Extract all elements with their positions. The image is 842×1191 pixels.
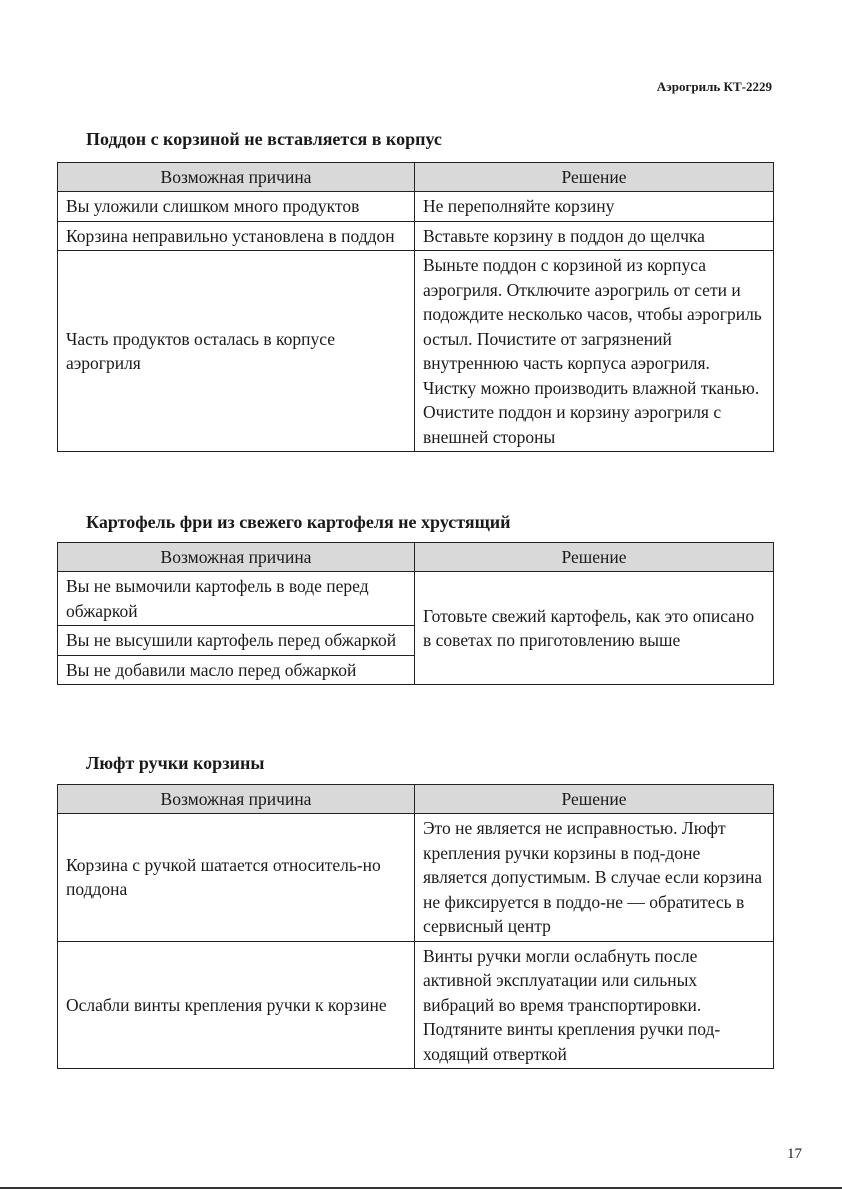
table-row — [58, 192, 774, 222]
column-header-cause: Возможная причина — [58, 785, 415, 814]
solution-cell: Не переполняйте корзину — [415, 192, 774, 222]
column-header-solution: Решение — [415, 785, 774, 814]
page-bottom-divider — [0, 1187, 842, 1189]
troubleshooting-table-basket-not-inserting — [57, 162, 774, 452]
table-row — [58, 572, 774, 626]
table-row — [58, 221, 774, 251]
section-title-handle-play: Люфт ручки корзины — [86, 753, 265, 773]
page-number: 17 — [787, 1146, 802, 1162]
cause-cell: Вы не добавили масло перед обжаркой — [58, 655, 415, 685]
column-header-solution: Решение — [415, 543, 774, 572]
cause-cell: Вы уложили слишком много продуктов — [58, 192, 415, 222]
table-row — [58, 251, 774, 452]
cause-cell: Корзина с ручкой шатается относитель-но поддона — [58, 814, 415, 942]
cause-cell: Ослабли винты крепления ручки к корзине — [58, 941, 415, 1069]
cause-cell: Корзина неправильно установлена в поддон — [58, 221, 415, 251]
column-header-cause: Возможная причина — [58, 543, 415, 572]
column-header-solution: Решение — [415, 163, 774, 192]
solution-cell: Это не является не исправностью. Люфт крепления ручки корзины в под-доне является допустимым. В случае если корзина не фиксируется в поддо-не — обратитесь в сервисный центр — [415, 814, 774, 942]
cause-cell: Часть продуктов осталась в корпусе аэрогриля — [58, 251, 415, 452]
troubleshooting-table-handle-play — [57, 784, 774, 1069]
table-row — [58, 941, 774, 1069]
solution-cell: Винты ручки могли ослабнуть после активной эксплуатации или сильных вибраций во время транспортировки. Подтяните винты крепления ручки под-ходящий отверткой — [415, 941, 774, 1069]
solution-cell: Вставьте корзину в поддон до щелчка — [415, 221, 774, 251]
section-title-fries-not-crispy: Картофель фри из свежего картофеля не хрустящий — [86, 512, 511, 532]
cause-cell: Вы не высушили картофель перед обжаркой — [58, 626, 415, 656]
table-header-row — [58, 785, 774, 814]
table-header-row — [58, 543, 774, 572]
solution-cell: Готовьте свежий картофель, как это описано в советах по приготовлению выше — [415, 572, 774, 685]
cause-cell: Вы не вымочили картофель в воде перед обжаркой — [58, 572, 415, 626]
troubleshooting-table-fries-not-crispy — [57, 542, 774, 685]
table-header-row — [58, 163, 774, 192]
section-title-basket-not-inserting: Поддон с корзиной не вставляется в корпус — [86, 129, 442, 149]
solution-cell: Выньте поддон с корзиной из корпуса аэрогриля. Отключите аэрогриль от сети и подождите несколько часов, чтобы аэрогриль остыл. Почистите от загрязнений внутреннюю часть корпуса аэрогриля. Чистку можно производить влажной тканью. Очистите поддон и корзину аэрогриля с внешней стороны — [415, 251, 774, 452]
table-row — [58, 814, 774, 942]
document-model-header: Аэрогриль КТ-2229 — [656, 79, 772, 94]
column-header-cause: Возможная причина — [58, 163, 415, 192]
